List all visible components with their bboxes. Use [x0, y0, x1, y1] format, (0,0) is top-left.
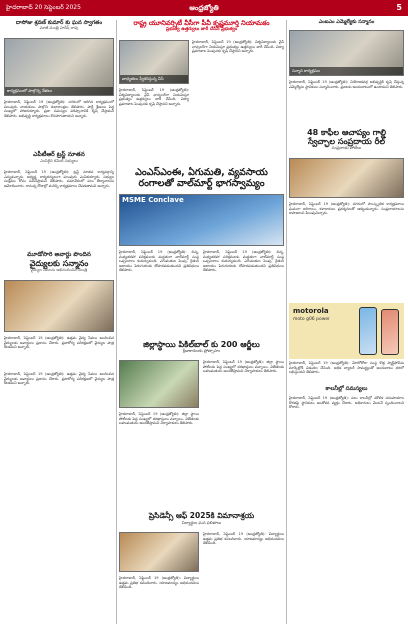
paper-name: ఆంధ్రజ్యోతి [189, 4, 219, 12]
story-photo [4, 280, 114, 332]
story-headline: ఎంఐఎం ఎమ్మెల్యేకు సన్మానం [318, 19, 375, 25]
story-headline: కాలనీల్లో సమస్యలు [325, 386, 368, 392]
story-headline: దాసోజు శ్రవణ్ కుమార్ కు ఘన స్వాగతం [15, 20, 103, 26]
story-left-mid [4, 152, 114, 250]
story-body-continued: హైదరాబాద్, సెప్టెంబర్ 19 (ఆంధ్రజ్యోతి): విశ్వవిద్యాలయ వైస్ ఛాన్సలర్‌గా నియమిస్తూ ప్రభుత్వం ఉత్తర్వులు జారీ చేసింది. విద్యా ప్రమాణాల పెంపునకు కృషి చేస్తానని అన్నారు. [119, 88, 189, 106]
story-headline: రాష్ట్ర యూనివర్సిటీ వీసీగా పీవీ కృష్ణమూర్తి నియామకం [133, 19, 270, 27]
story-headline: ఎపీటీఆర్ ట్రస్ట్ నూతన [33, 151, 85, 158]
page-date: హైదరాబాద్ 20 సెప్టెంబర్ 2025 [6, 4, 81, 11]
story-body: హైదరాబాద్, సెప్టెంబర్ 19 (ఆంధ్రజ్యోతి): జిల్లా స్థాయి పోటీలకు పెద్ద సంఖ్యలో దరఖాస్తులు వచ్చాయి. విజేతలకు బహుమతులు అందజేస్తామని నిర్వాహకులు తెలిపారు. [203, 360, 284, 374]
column-divider [286, 20, 287, 624]
story-body-continued: హైదరాబాద్, సెప్టెంబర్ 19 (ఆంధ్రజ్యోతి): జిల్లా స్థాయి పోటీలకు పెద్ద సంఖ్యలో దరఖాస్తులు వచ్చాయి. విజేతలకు బహుమతులు అందజేస్తామని నిర్వాహకులు తెలిపారు. [119, 412, 199, 426]
story-photo [119, 360, 199, 408]
story-body: హైదరాబాద్, సెప్టెంబర్ 19 (ఆంధ్రజ్యోతి): నియోజకవర్గ అభివృద్ధికి కృషి చేస్తున్న ఎమ్మెల్యేను స్థానికులు సన్మానించారు. ప్రజలకు అందుబాటులో ఉంటామని తెలిపారు. [289, 80, 404, 89]
story-photo [119, 194, 284, 246]
story-headline: ఎంఎస్ఎంఈ, ఏగుమతి, వ్యవసాయ [135, 167, 268, 178]
story-body: హైదరాబాద్, సెప్టెంబర్ 19 (ఆంధ్రజ్యోతి): విద్యార్థులు ఉత్తమ ప్రతిభ కనబరిచారు. యాజమాన్యం అభినందనలు తెలిపింది. [203, 532, 284, 546]
story-right-bottom [289, 386, 404, 624]
page-header [0, 0, 408, 16]
photo-caption: కార్యక్రమంలో పాల్గొన్న నేతలు [5, 87, 113, 95]
story-photo [119, 532, 199, 572]
story-left-top [4, 20, 114, 150]
story-right-culture [289, 128, 404, 300]
story-headline: ప్రెసిడెన్సీ ఆఫ్ 2025కి విమానాశ్రయ [148, 511, 255, 520]
story-left-bottom-body: హైదరాబాద్, సెప్టెంబర్ 19 (ఆంధ్రజ్యోతి): ఉత్తమ వైద్య సేవలు అందించిన వైద్యులకు అవార్డులు ప్రదానం చేశారు. ప్రజారోగ్య పరిరక్షణలో వైద్యుల పాత్ర కీలకమని అన్నారు. [4, 372, 114, 386]
story-subhead: సంప్రదాయ పోటీలు [331, 145, 362, 151]
ad-model: moto g06 power [293, 317, 331, 322]
story-body-continued: హైదరాబాద్, సెప్టెంబర్ 19 (ఆంధ్రజ్యోతి): విద్యార్థులు ఉత్తమ ప్రతిభ కనబరిచారు. యాజమాన్యం అభినందనలు తెలిపింది. [119, 576, 199, 590]
story-body: హైదరాబాద్, సెప్టెంబర్ 19 (ఆంధ్రజ్యోతి): నగరంలో సాంస్కృతిక కార్యక్రమాలు ఘనంగా జరిగాయి. కళాకారులు ప్రదర్శనలతో ఆకట్టుకున్నారు. సంప్రదాయాలను కాపాడాలని పిలుపునిచ్చారు. [289, 202, 404, 216]
story-subhead: ప్రభుత్వ ఉత్తర్వులు జారీ చేసిన ప్రభుత్వం [166, 27, 237, 33]
story-subhead: క్రీడాకారులకు ప్రోత్సాహం [182, 348, 221, 354]
story-left-award [4, 252, 114, 370]
story-headline: 48 కాఫీల ఆచాప్యం గాల్లి [307, 128, 386, 137]
story-photo [119, 40, 189, 84]
column-divider [116, 20, 117, 624]
story-subhead: ఎంపికైన కమిటీ సభ్యులు [40, 157, 78, 163]
story-subhead: విద్యార్థుల ఘన ఫలితాలు [181, 519, 222, 525]
photo-caption: MSME Conclave [122, 196, 184, 204]
story-headline-2: స్వేచ్ఛాల సంప్రదాయ రీల్ [307, 137, 386, 147]
story-subhead: మాజీ మంత్రి హరీష్ రావు [39, 25, 79, 31]
story-headline-2: రంగాలతో వాల్‌మార్ట్ భాగస్వామ్యం [138, 177, 265, 189]
story-body: హైదరాబాద్, సెప్టెంబర్ 19 (ఆంధ్రజ్యోతి): ట్రస్ట్ నూతన కార్యవర్గాన్ని ఎన్నుకున్నారు. అధ్యక్ష, కార్యదర్శులుగా పలువురు ఎంపికయ్యారు. సభ్యుల సంక్షేమం కోసం పనిచేస్తామని తెలిపారు. సమావేశంలో పలు తీర్మానాలను ఆమోదించారు. రానున్న రోజుల్లో మరిన్ని కార్యక్రమాలు చేపడతామని అన్నారు. [4, 170, 114, 188]
photo-caption: బాధ్యతలు స్వీకరిస్తున్న వీసీ [120, 75, 188, 83]
story-headline-2: వైద్యులకు సన్మానం [29, 258, 89, 268]
story-body: హైదరాబాద్, సెప్టెంబర్ 19 (ఆంధ్రజ్యోతి): పలు కాలనీల్లో మౌలిక సదుపాయాల కొరతపై స్థానికులు ఆందోళన వ్యక్తం చేశారు. అధికారులు వెంటనే స్పందించాలని కోరారు. [289, 396, 404, 410]
phone-image [381, 309, 399, 355]
story-body: హైదరాబాద్, సెప్టెంబర్ 19 (ఆంధ్రజ్యోతి): ఉత్తమ వైద్య సేవలు అందించిన వైద్యులకు అవార్డులు ప్రదానం చేశారు. ప్రజారోగ్య పరిరక్షణలో వైద్యుల పాత్ర కీలకమని అన్నారు. [4, 336, 114, 350]
phone-image [359, 307, 377, 355]
story-photo [289, 158, 404, 198]
story-body: హైదరాబాద్, సెప్టెంబర్ 19 (ఆంధ్రజ్యోతి): చిన్న, మధ్యతరహా పరిశ్రమలకు మద్దతుగా వాల్‌మార్ట్ సంస్థ ఒప్పందాలు కుదుర్చుకుంది. ఎగుమతుల పెంపు, రైతుల ఆదాయం పెరుగుదలకు దోహదపడుతుందని ప్రతినిధులు తెలిపారు. [119, 250, 199, 273]
story-body-continued: హైదరాబాద్, సెప్టెంబర్ 19 (ఆంధ్రజ్యోతి): చిన్న, మధ్యతరహా పరిశ్రమలకు మద్దతుగా వాల్‌మార్ట్ సంస్థ ఒప్పందాలు కుదుర్చుకుంది. ఎగుమతుల పెంపు, రైతుల ఆదాయం పెరుగుదలకు దోహదపడుతుందని ప్రతినిధులు తెలిపారు. [203, 250, 284, 273]
page-number: 5 [396, 3, 402, 12]
story-headline: మూడోసారి అవార్డు పొందిన [27, 251, 91, 258]
story-center-sports [119, 340, 284, 510]
story-body: హైదరాబాద్, సెప్టెంబర్ 19 (ఆంధ్రజ్యోతి): విశ్వవిద్యాలయ వైస్ ఛాన్సలర్‌గా నియమిస్తూ ప్రభుత్వం ఉత్తర్వులు జారీ చేసింది. విద్యా ప్రమాణాల పెంపునకు కృషి చేస్తానని అన్నారు. [192, 40, 284, 54]
story-center-top [119, 20, 284, 165]
story-subhead: వైద్యుల సేవలను అభినందించిన మంత్రి [30, 267, 88, 273]
ad-body: హైదరాబాద్, సెప్టెంబర్ 19 (ఆంధ్రజ్యోతి): మోటోరోలా సంస్థ కొత్త స్మార్ట్‌ఫోన్‌ను మార్కెట్లోకి విడుదల చేసింది. అధిక బ్యాటరీ సామర్థ్యంతో అందుబాటు ధరలో లభిస్తుందని తెలిపారు. [289, 361, 404, 375]
story-center-bottom [119, 512, 284, 624]
story-headline: జిల్లాస్థాయి పికిల్‌బాల్ కు 200 ఆర్జీలు [143, 340, 260, 349]
advert-motorola [289, 303, 404, 383]
story-body: హైదరాబాద్, సెప్టెంబర్ 19 (ఆంధ్రజ్యోతి): నగరంలో జరిగిన కార్యక్రమంలో పలువురు నాయకులు పాల్గొని శుభాకాంక్షలు తెలిపారు. పార్టీ శ్రేణులు పెద్ద సంఖ్యలో హాజరయ్యారు. ప్రజా సమస్యల పరిష్కారానికి కృషి చేస్తామని తెలిపారు. అభివృద్ధి కార్యక్రమాలు కొనసాగుతాయని అన్నారు. [4, 100, 114, 118]
story-photo [4, 38, 114, 96]
story-photo [289, 30, 404, 76]
photo-caption: సన్మాన కార్యక్రమం [290, 67, 403, 75]
ad-brand: motorola [293, 307, 329, 315]
story-center-main [119, 168, 284, 336]
story-right-top [289, 20, 404, 125]
